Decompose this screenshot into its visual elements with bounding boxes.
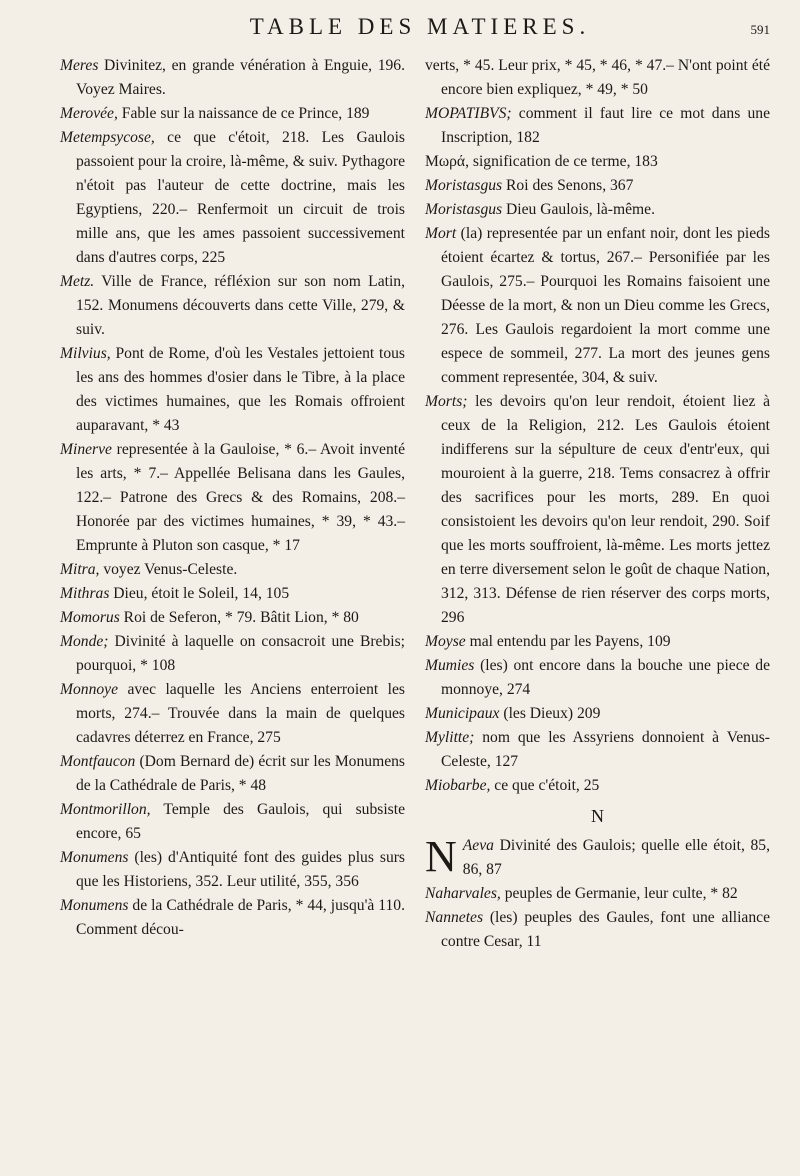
entry-headword: Monde; (60, 633, 109, 650)
entry-text: Pont de Rome, d'où les Vestales jettoient tous les ans des hommes d'osier dans le Tibre, à la place des victimes humaines, que les Romais offroient auparavant, * 43 (76, 345, 405, 434)
entry-text: representée à la Gauloise, * 6.– Avoit inventé les arts, * 7.– Appellée Belisana dans les Gaules, 122.– Patrone des Grecs & des Romains, 208.– Honorée par des victimes humaines, * 39, * 43.– Emprunte à Pluton son casque, * 17 (76, 441, 405, 554)
page-number: 591 (750, 22, 770, 37)
entry-text: peuples de Germanie, leur culte, * 82 (500, 885, 738, 902)
entry-headword: Montmorillon, (60, 801, 151, 818)
right-column (425, 54, 770, 954)
entry-text: Roi des Senons, 367 (502, 177, 634, 194)
index-entry (425, 726, 770, 774)
entry-headword: Metz. (60, 273, 95, 290)
page-header (60, 14, 770, 54)
entry-headword: Monumens (60, 849, 129, 866)
entry-headword: Moyse (425, 633, 466, 650)
entry-text: nom que les Assyriens donnoient à Venus-Celeste, 127 (441, 729, 770, 770)
right-column-entries (425, 54, 770, 798)
entry-text: Temple des Gaulois, qui subsiste encore, 65 (76, 801, 405, 842)
entry-text: voyez Venus-Celeste. (99, 561, 238, 578)
running-title: TABLE DES MATIERES. (249, 14, 591, 39)
entry-text: ce que c'étoit, 218. Les Gaulois passoient pour la croire, là-même, & suiv. Pythagore n'étoit pas l'auteur de cette doctrine, mais les Egyptiens, 220.– Renfermoit un circuit de trois mille ans, que les ames passoient successivement dans d'autres corps, 225 (76, 129, 405, 266)
entry-text: Divinitez, en grande vénération à Enguie, 196. Voyez Maires. (76, 57, 405, 98)
entry-headword: Aeva (462, 837, 494, 854)
entry-text: les devoirs qu'on leur rendoit, étoient liez à ceux de la Religion, 212. Les Gaulois étoient indifferens sur la sépulture de ceux d'entr'eux, qui mouroient à la guerre, 218. Tems consacrez à offrir des sacrifices pour les morts, 289. En quoi consistoient les devoirs qu'on leur rendoit, 290. Soif que les morts souffroient, là-même. Les morts jettez en terre diversement selon le goût de chaque Nation, 312, 313. Défense de rien réserver des corps morts, 296 (441, 393, 770, 626)
index-entry (60, 798, 405, 846)
index-entry (425, 198, 770, 222)
index-entry (60, 630, 405, 678)
index-entry (425, 702, 770, 726)
entry-headword: Metempsycose, (60, 129, 155, 146)
index-entry (60, 558, 405, 582)
index-entry (60, 678, 405, 750)
entry-headword: Monnoye (60, 681, 119, 698)
index-entry (425, 834, 770, 882)
index-entry (60, 582, 405, 606)
entry-headword: Montfaucon (60, 753, 136, 770)
left-column (60, 54, 405, 954)
entry-headword: Municipaux (425, 705, 500, 722)
entry-text: verts, * 45. Leur prix, * 45, * 46, * 47.– N'ont point été encore bien expliquez, * 49, * 50 (425, 57, 770, 98)
index-entry (425, 654, 770, 702)
entry-text: (les) ont encore dans la bouche une piece de monnoye, 274 (441, 657, 770, 698)
entry-text: mal entendu par les Payens, 109 (465, 633, 671, 650)
entry-headword: Miobarbe, (425, 777, 491, 794)
entry-headword: Merovée, (60, 105, 118, 122)
entry-text: (les) peuples des Gaules, font une alliance contre Cesar, 11 (441, 909, 770, 950)
entry-headword: Milvius, (60, 345, 111, 362)
entry-text: Dieu, étoit le Soleil, 14, 105 (109, 585, 290, 602)
index-entry (425, 222, 770, 390)
index-entry (425, 54, 770, 102)
entry-text: (les Dieux) 209 (499, 705, 601, 722)
entry-text: Divinité à laquelle on consacroit une Brebis; pourquoi, * 108 (76, 633, 405, 674)
entry-headword: Naharvales, (425, 885, 501, 902)
entry-text: Divinité des Gaulois; quelle elle étoit, 85, 86, 87 (462, 837, 770, 878)
entry-text: Ville de France, réfléxion sur son nom Latin, 152. Monumens découverts dans cette Ville, 279, & suiv. (76, 273, 405, 338)
index-entry (425, 774, 770, 798)
entry-text: de la Cathédrale de Paris, * 44, jusqu'à 110. Comment décou- (76, 897, 405, 938)
index-entry (425, 102, 770, 150)
entry-headword: Mort (425, 225, 457, 242)
entry-text: (Dom Bernard de) écrit sur les Monumens de la Cathédrale de Paris, * 48 (76, 753, 405, 794)
entry-headword: Nannetes (425, 909, 484, 926)
index-entry (425, 882, 770, 906)
index-entry (60, 894, 405, 942)
index-entry (60, 126, 405, 270)
index-entry (60, 102, 405, 126)
entry-headword: Moristasgus (425, 177, 503, 194)
index-entry (425, 390, 770, 630)
entry-headword: MOPATIBVS; (425, 105, 512, 122)
entry-headword: Monumens (60, 897, 129, 914)
index-entry (60, 342, 405, 438)
index-entry (60, 438, 405, 558)
index-entry (60, 750, 405, 798)
entry-headword: Morts; (425, 393, 468, 410)
entry-headword: Mylitte; (425, 729, 475, 746)
entry-text: Μωρά, signification de ce terme, 183 (425, 153, 658, 170)
index-entry (425, 630, 770, 654)
entry-text: Fable sur la naissance de ce Prince, 189 (117, 105, 370, 122)
entry-headword: Meres (60, 57, 99, 74)
entry-text: avec laquelle les Anciens enterroient les morts, 274.– Trouvée dans la main de quelques cadavres déterrez en France, 275 (76, 681, 405, 746)
section-letter: N (591, 806, 604, 826)
entry-text: (les) d'Antiquité font des guides plus surs que les Historiens, 352. Leur utilité, 355, 356 (76, 849, 405, 890)
entry-text: Roi de Seferon, * 79. Bâtit Lion, * 80 (119, 609, 359, 626)
entry-text: ce que c'étoit, 25 (490, 777, 600, 794)
index-entry (425, 174, 770, 198)
entry-headword: Mithras (60, 585, 110, 602)
index-entry (425, 150, 770, 174)
entry-headword: Mumies (425, 657, 475, 674)
index-entry (60, 270, 405, 342)
entry-text: (la) representée par un enfant noir, dont les pieds étoient écartez & tortus, 267.– Personifiée par les Gaulois, 275.– Pourquoi les Romains faisoient une Déesse de la mort, & non un Dieu comme les Grecs, 276. Les Gaulois regardoient la mort comme une espece de sommeil, 277. La mort des jeunes gens comment representée, 304, & suiv. (441, 225, 770, 386)
n-section-entries (425, 834, 770, 954)
entry-text: Dieu Gaulois, là-même. (502, 201, 655, 218)
index-entry (425, 906, 770, 954)
index-columns (60, 54, 770, 954)
entry-headword: Moristasgus (425, 201, 503, 218)
entry-text: comment il faut lire ce mot dans une Inscription, 182 (441, 105, 770, 146)
index-entry (60, 606, 405, 630)
index-entry (60, 54, 405, 102)
index-entry (60, 846, 405, 894)
entry-headword: Mitra, (60, 561, 100, 578)
entry-headword: Momorus (60, 609, 120, 626)
entry-headword: Minerve (60, 441, 112, 458)
drop-cap: N (425, 832, 457, 881)
